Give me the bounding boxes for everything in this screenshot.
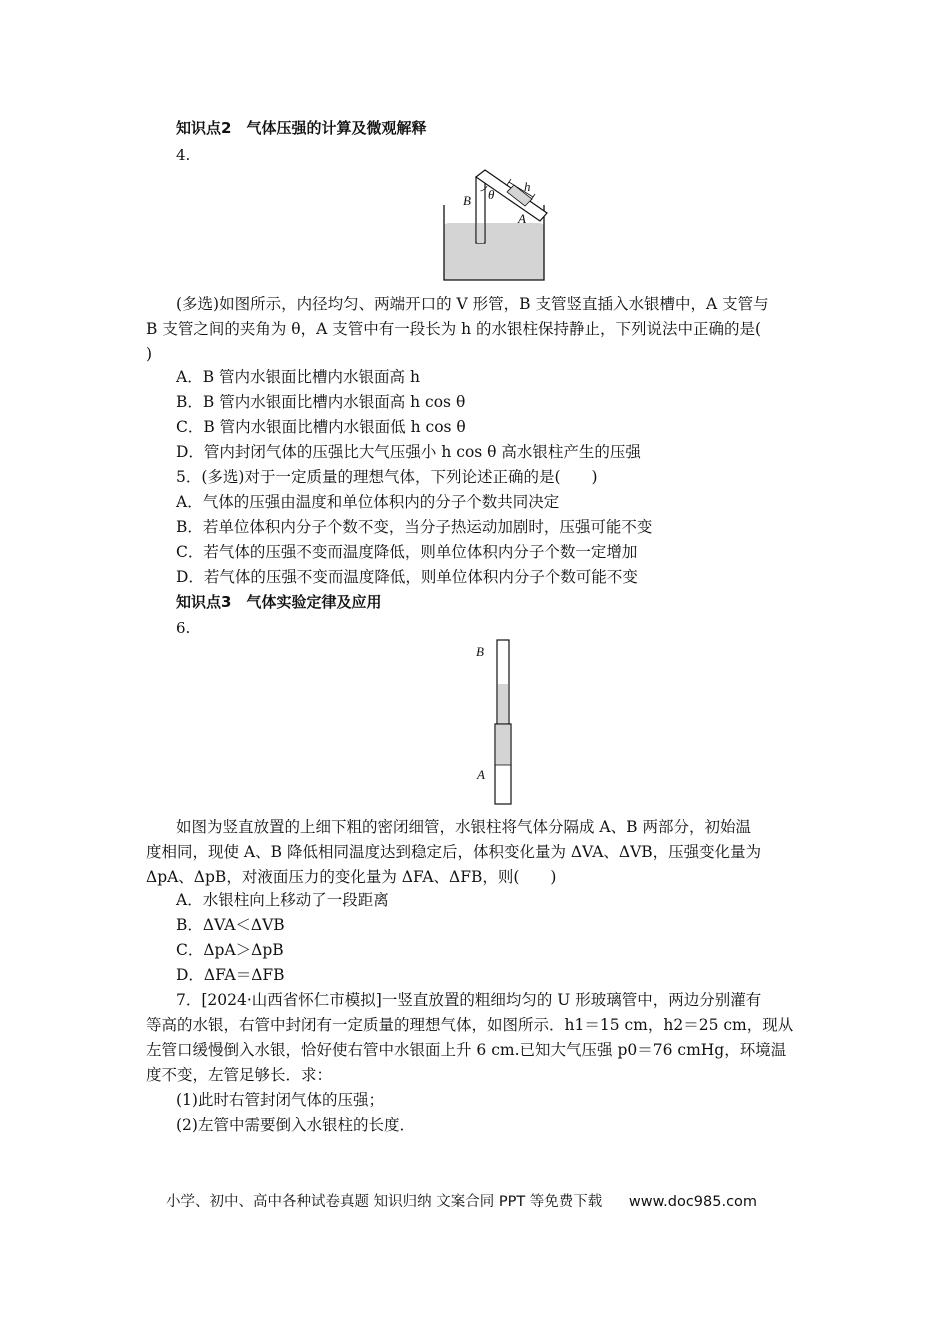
label-theta: θ: [488, 187, 495, 202]
footer-url[interactable]: www.doc985.com: [628, 1194, 758, 1210]
footer-text: 小学、初中、高中各种试卷真题 知识归纳 文案合同 PPT 等免费下载: [166, 1194, 603, 1210]
section-heading-2: 知识点2 气体压强的计算及微观解释: [176, 119, 427, 137]
q6-stem-line2: 度相同，现使 A、B 降低相同温度达到稳定后，体积变化量为 ΔVA、ΔVB，压强变化量为: [146, 843, 762, 861]
question-6-number: 6.: [176, 619, 191, 637]
q5-option-d: D．若气体的压强不变而温度降低，则单位体积内分子个数可能不变: [176, 568, 638, 586]
section-heading-3: 知识点3 气体实验定律及应用: [176, 593, 382, 611]
q5-option-c: C．若气体的压强不变而温度降低，则单位体积内分子个数一定增加: [176, 543, 638, 561]
label-b: B: [463, 193, 471, 208]
q7-subquestion-1: (1)此时右管封闭气体的压强；: [176, 1091, 384, 1109]
page-footer: [166, 1190, 757, 1211]
label-h: h: [524, 179, 531, 194]
q4-option-a: A．B 管内水银面比槽内水银面高 h: [176, 368, 420, 386]
label-a: A: [518, 211, 526, 226]
label-a: A: [477, 767, 485, 782]
q6-option-b: B．ΔVA＜ΔVB: [176, 916, 285, 934]
q4-stem-line1: (多选)如图所示，内径均匀、两端开口的 V 形管，B 支管竖直插入水银槽中，A 支管与: [176, 295, 769, 313]
q5-option-b: B．若单位体积内分子个数不变，当分子热运动加剧时，压强可能不变: [176, 518, 653, 536]
q4-option-d: D．管内封闭气体的压强比大气压强小 h cos θ 高水银柱产生的压强: [176, 443, 641, 461]
q6-stem-line3: ΔpA、ΔpB，对液面压力的变化量为 ΔFA、ΔFB，则( ): [146, 868, 557, 886]
q4-option-b: B．B 管内水银面比槽内水银面高 h cos θ: [176, 393, 466, 411]
h-tick-1: [507, 179, 511, 185]
q7-stem-line1: 7．[2024·山西省怀仁市模拟]一竖直放置的粗细均匀的 U 形玻璃管中，两边分别灌有: [176, 991, 762, 1009]
question-5-stem: 5．(多选)对于一定质量的理想气体，下列论述正确的是( ): [176, 468, 598, 486]
question-7-stem: [146, 988, 806, 1088]
tube-b-mercury: [477, 223, 484, 243]
q7-subquestion-2: (2)左管中需要倒入水银柱的长度．: [176, 1116, 415, 1134]
q6-option-a: A．水银柱向上移动了一段距离: [176, 891, 389, 909]
q6-stem-line1: 如图为竖直放置的上细下粗的密闭细管，水银柱将气体分隔成 A、B 两部分，初始温: [176, 818, 751, 836]
q7-stem-line3: 左管口缓慢倒入水银，恰好使右管中水银面上升 6 cm.已知大气压强 p0＝76 cmHg，环境温: [146, 1041, 787, 1059]
q4-option-c: C．B 管内水银面比槽内水银面低 h cos θ: [176, 418, 466, 436]
q7-stem-line4: 度不变，左管足够长．求：: [146, 1066, 333, 1084]
q4-stem-line2: B 支管之间的夹角为 θ，A 支管中有一段长为 h 的水银柱保持静止，下列说法中正确的是(: [146, 320, 762, 338]
q4-stem-line3: ): [146, 345, 153, 363]
question-4-number: 4.: [176, 146, 191, 164]
q6-option-c: C．ΔpA＞ΔpB: [176, 941, 284, 959]
question-4-stem: [146, 292, 806, 367]
wide-tube-mercury: [496, 725, 510, 765]
question-6-stem: [146, 815, 806, 890]
h-tick-2: [531, 194, 535, 200]
q6-option-d: D．ΔFA＝ΔFB: [176, 966, 285, 984]
trough-mercury: [444, 223, 544, 280]
narrow-tube-mercury: [498, 684, 508, 724]
q7-stem-line2: 等高的水银，右管中封闭有一定质量的理想气体，如图所示．h1＝15 cm，h2＝25 cm，现从: [146, 1016, 794, 1034]
q5-option-a: A．气体的压强由温度和单位体积内的分子个数共同决定: [176, 493, 560, 511]
q4-v-tube-figure: [436, 165, 552, 283]
q6-tube-figure: [472, 636, 522, 808]
label-b: B: [476, 644, 484, 659]
